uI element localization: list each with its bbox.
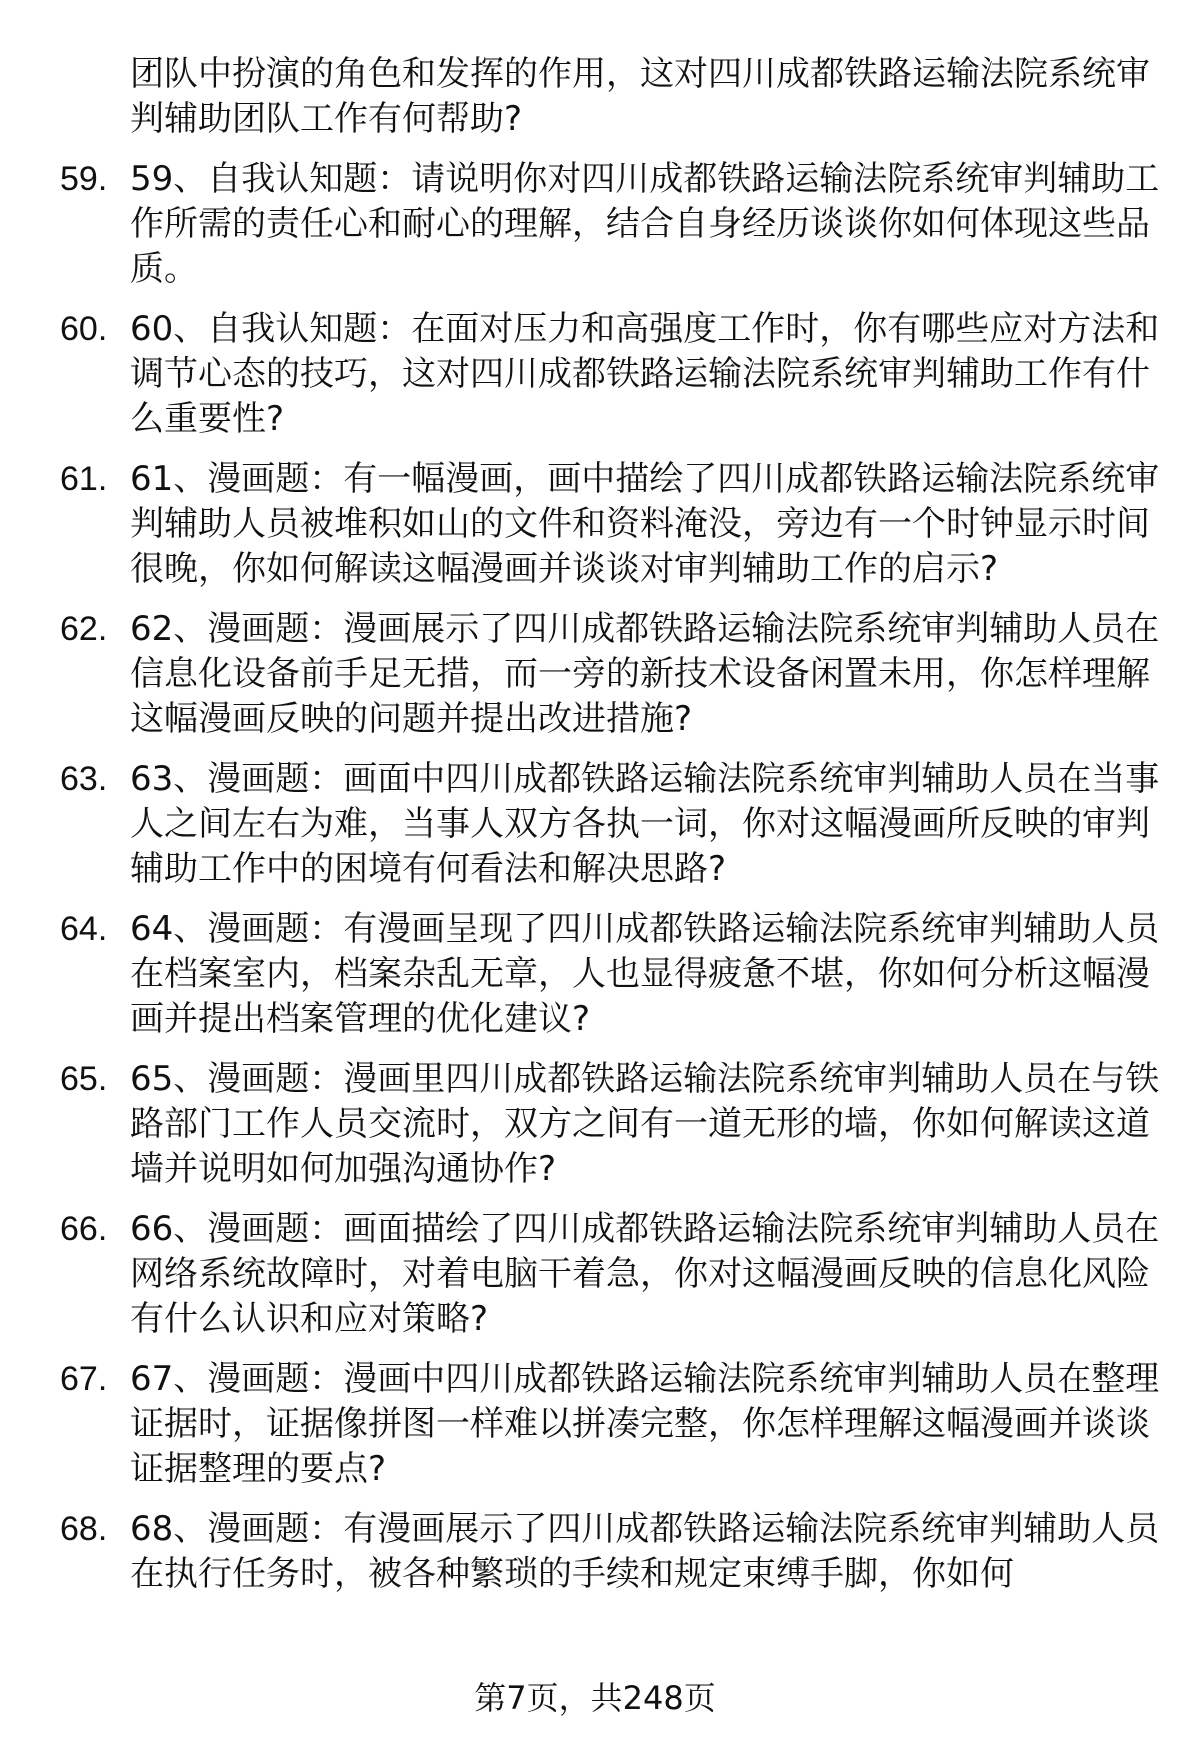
list-item: [60, 1207, 1160, 1342]
item-number: 67.: [60, 1360, 108, 1398]
item-text: 65、漫画题：漫画里四川成都铁路运输法院系统审判辅助人员在与铁路部门工作人员交流时，双方之间有一道无形的墙，你如何解读这道墙并说明如何加强沟通协作?: [130, 1059, 1160, 1189]
question-list: [60, 52, 1160, 1612]
list-item: [60, 607, 1160, 742]
list-item: [60, 157, 1160, 292]
item-number: 60.: [60, 310, 108, 348]
item-number: 64.: [60, 910, 108, 948]
item-number: 63.: [60, 760, 108, 798]
item-text: 67、漫画题：漫画中四川成都铁路运输法院系统审判辅助人员在整理证据时，证据像拼图一样难以拼凑完整，你怎样理解这幅漫画并谈谈证据整理的要点?: [130, 1359, 1160, 1489]
list-item: [60, 1507, 1160, 1597]
list-item: [60, 907, 1160, 1042]
item-text: 62、漫画题：漫画展示了四川成都铁路运输法院系统审判辅助人员在信息化设备前手足无措，而一旁的新技术设备闲置未用，你怎样理解这幅漫画反映的问题并提出改进措施?: [130, 609, 1160, 739]
item-text: 59、自我认知题：请说明你对四川成都铁路运输法院系统审判辅助工作所需的责任心和耐心的理解，结合自身经历谈谈你如何体现这些品质。: [130, 159, 1160, 289]
list-item: [60, 1357, 1160, 1492]
item-text: 64、漫画题：有漫画呈现了四川成都铁路运输法院系统审判辅助人员在档案室内，档案杂乱无章，人也显得疲惫不堪，你如何分析这幅漫画并提出档案管理的优化建议?: [130, 909, 1160, 1039]
item-text: 63、漫画题：画面中四川成都铁路运输法院系统审判辅助人员在当事人之间左右为难，当事人双方各执一词，你对这幅漫画所反映的审判辅助工作中的困境有何看法和解决思路?: [130, 759, 1160, 889]
list-item: [60, 1057, 1160, 1192]
item-number: 66.: [60, 1210, 108, 1248]
continued-question-text: 团队中扮演的角色和发挥的作用，这对四川成都铁路运输法院系统审判辅助团队工作有何帮助?: [130, 54, 1150, 139]
list-item: [60, 457, 1160, 592]
item-text: 68、漫画题：有漫画展示了四川成都铁路运输法院系统审判辅助人员在执行任务时，被各种繁琐的手续和规定束缚手脚，你如何: [130, 1509, 1160, 1594]
item-text: 60、自我认知题：在面对压力和高强度工作时，你有哪些应对方法和调节心态的技巧，这对四川成都铁路运输法院系统审判辅助工作有什么重要性?: [130, 309, 1160, 439]
page-footer: 第7页，共248页: [474, 1679, 716, 1717]
item-number: 62.: [60, 610, 108, 648]
item-number: 59.: [60, 160, 108, 198]
item-number: 61.: [60, 460, 108, 498]
item-text: 66、漫画题：画面描绘了四川成都铁路运输法院系统审判辅助人员在网络系统故障时，对着电脑干着急，你对这幅漫画反映的信息化风险有什么认识和应对策略?: [130, 1209, 1160, 1339]
item-number: 65.: [60, 1060, 108, 1098]
item-text: 61、漫画题：有一幅漫画，画中描绘了四川成都铁路运输法院系统审判辅助人员被堆积如山的文件和资料淹没，旁边有一个时钟显示时间很晚，你如何解读这幅漫画并谈谈对审判辅助工作的启示?: [130, 459, 1160, 589]
list-item: [60, 307, 1160, 442]
list-item: [60, 757, 1160, 892]
item-number: 68.: [60, 1510, 108, 1548]
